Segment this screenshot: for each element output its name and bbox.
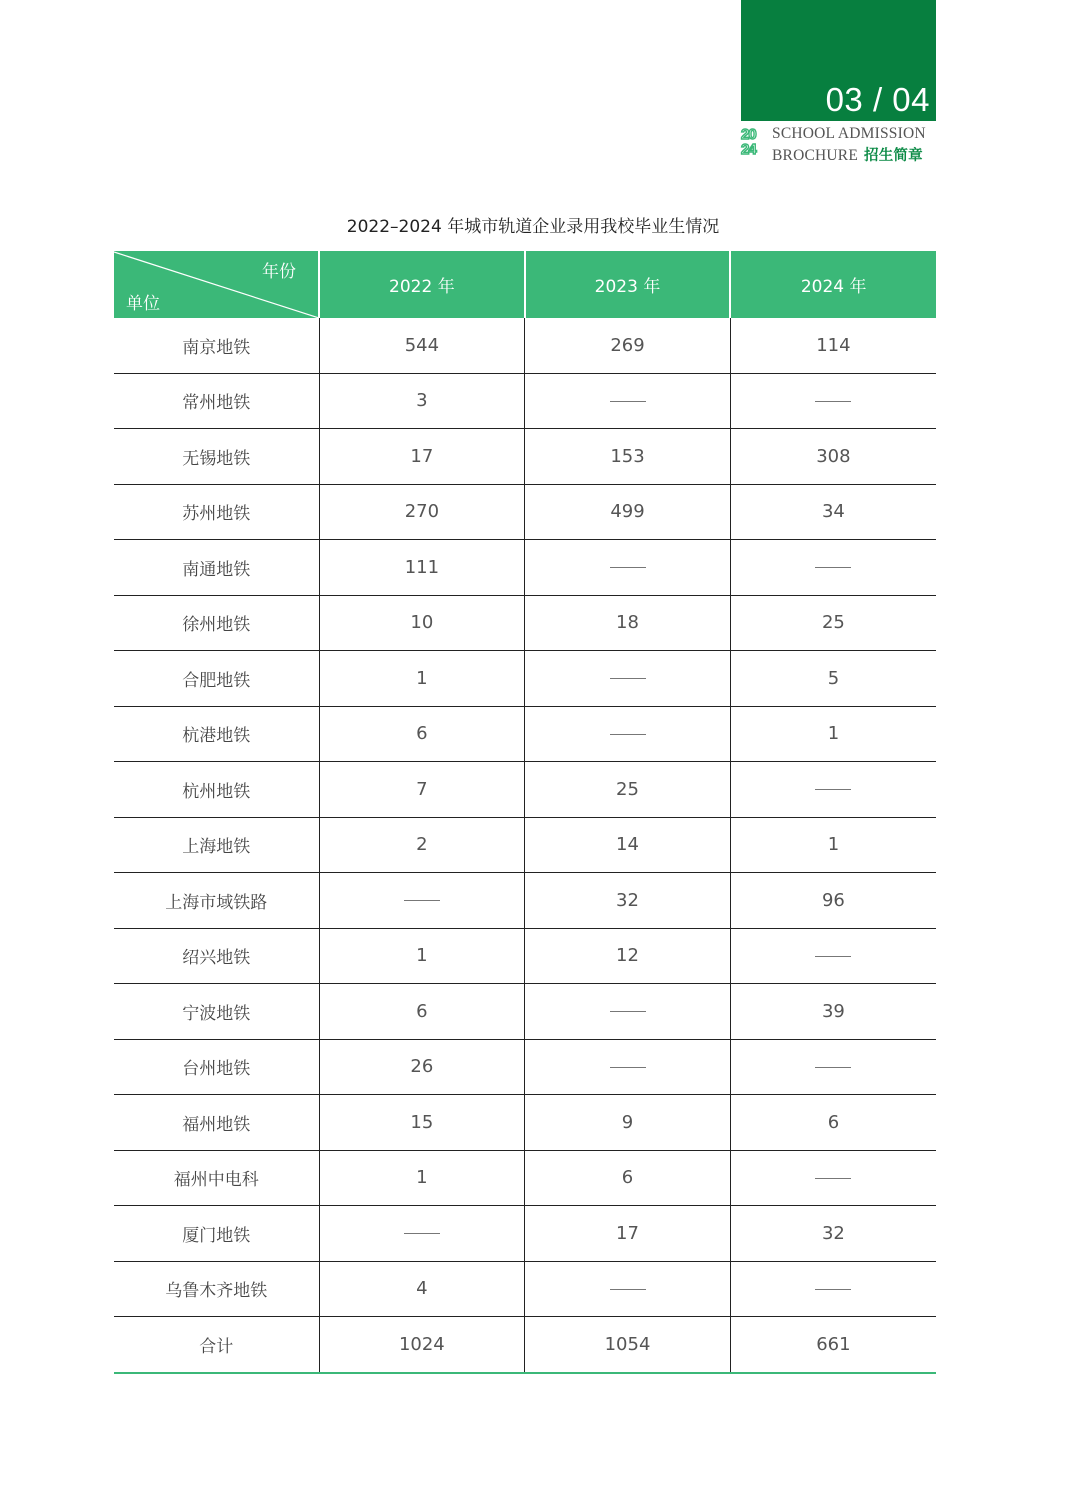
table-row [114,1095,936,1151]
table-row [114,540,936,596]
value-cell: 17 [525,1206,731,1262]
empty-dash [815,789,851,790]
value-cell: 1024 [319,1317,525,1373]
brand-line-2-en: BROCHURE [772,147,859,164]
empty-dash [610,1289,646,1290]
value-cell: 7 [319,762,525,818]
total-label: 合计 [114,1317,319,1373]
table-row [114,1039,936,1095]
value-cell [319,1206,525,1262]
brand-chinese-title: 招生简章 [864,148,923,164]
value-cell: 1 [730,706,936,762]
value-cell: 544 [319,318,525,373]
unit-name: 福州地铁 [114,1095,319,1151]
empty-dash [404,1233,440,1234]
table-row [114,1261,936,1317]
empty-dash [404,900,440,901]
unit-name: 杭州地铁 [114,762,319,818]
table-row [114,373,936,429]
unit-name: 徐州地铁 [114,595,319,651]
value-cell: 96 [730,873,936,929]
table-row [114,928,936,984]
empty-dash [815,1178,851,1179]
value-cell: 1054 [525,1317,731,1373]
value-cell: 1 [319,651,525,707]
total-row [114,1317,936,1373]
value-cell: 269 [525,318,731,373]
value-cell [730,1261,936,1317]
column-header-2024: 2024 年 [730,251,936,318]
unit-name: 宁波地铁 [114,984,319,1040]
value-cell: 18 [525,595,731,651]
page-number: 03 / 04 [825,81,930,118]
unit-name: 上海市域铁路 [114,873,319,929]
column-header-2023: 2023 年 [525,251,731,318]
brand-line-2 [772,144,923,165]
table-header-row [114,251,936,318]
value-cell [319,873,525,929]
value-cell: 1 [730,817,936,873]
value-cell [730,928,936,984]
year-logo: 20 24 [741,126,756,158]
table-row [114,873,936,929]
value-cell: 1 [319,928,525,984]
value-cell: 39 [730,984,936,1040]
value-cell: 26 [319,1039,525,1095]
empty-dash [610,734,646,735]
value-cell: 661 [730,1317,936,1373]
corner-year-label: 年份 [262,262,297,282]
value-cell: 10 [319,595,525,651]
value-cell [525,1039,731,1095]
table-row [114,817,936,873]
table-row [114,595,936,651]
value-cell [730,373,936,429]
value-cell [730,1039,936,1095]
table-title: 2022–2024 年城市轨道企业录用我校毕业生情况 [346,217,720,237]
table-body [114,318,936,1373]
unit-name: 南通地铁 [114,540,319,596]
value-cell: 3 [319,373,525,429]
empty-dash [815,1289,851,1290]
value-cell [525,373,731,429]
unit-name: 福州中电科 [114,1150,319,1206]
value-cell: 32 [730,1206,936,1262]
table-row [114,1150,936,1206]
unit-name: 厦门地铁 [114,1206,319,1262]
value-cell: 2 [319,817,525,873]
unit-name: 常州地铁 [114,373,319,429]
value-cell: 25 [730,595,936,651]
value-cell: 25 [525,762,731,818]
empty-dash [610,1011,646,1012]
corner-unit-label: 单位 [126,294,160,314]
value-cell [525,651,731,707]
value-cell: 6 [319,706,525,762]
value-cell: 4 [319,1261,525,1317]
empty-dash [610,1067,646,1068]
table-row [114,1206,936,1262]
column-header-2022: 2022 年 [319,251,525,318]
table-row [114,429,936,485]
unit-name: 上海地铁 [114,817,319,873]
brand-line-1: SCHOOL ADMISSION [772,125,926,142]
value-cell: 5 [730,651,936,707]
value-cell: 32 [525,873,731,929]
value-cell: 12 [525,928,731,984]
brochure-brand [741,124,936,164]
value-cell [525,706,731,762]
table-row [114,984,936,1040]
value-cell [525,540,731,596]
empty-dash [815,1067,851,1068]
value-cell: 15 [319,1095,525,1151]
value-cell [525,1261,731,1317]
empty-dash [610,401,646,402]
table-row [114,651,936,707]
unit-name: 苏州地铁 [114,484,319,540]
value-cell: 153 [525,429,731,485]
value-cell: 17 [319,429,525,485]
unit-name: 合肥地铁 [114,651,319,707]
value-cell [730,1150,936,1206]
empty-dash [815,956,851,957]
table-row [114,762,936,818]
value-cell: 499 [525,484,731,540]
unit-name: 台州地铁 [114,1039,319,1095]
unit-name: 南京地铁 [114,318,319,373]
value-cell: 9 [525,1095,731,1151]
value-cell [730,762,936,818]
unit-name: 无锡地铁 [114,429,319,485]
value-cell: 34 [730,484,936,540]
empty-dash [815,567,851,568]
value-cell: 14 [525,817,731,873]
value-cell [525,984,731,1040]
unit-name: 绍兴地铁 [114,928,319,984]
value-cell: 111 [319,540,525,596]
value-cell: 6 [319,984,525,1040]
value-cell: 308 [730,429,936,485]
value-cell [730,540,936,596]
table-row [114,484,936,540]
header-green-block [741,0,936,121]
unit-name: 乌鲁木齐地铁 [114,1261,319,1317]
value-cell: 1 [319,1150,525,1206]
table-row [114,318,936,373]
value-cell: 6 [730,1095,936,1151]
value-cell: 6 [525,1150,731,1206]
value-cell: 270 [319,484,525,540]
table-row [114,706,936,762]
empty-dash [610,678,646,679]
empty-dash [610,567,646,568]
unit-name: 杭港地铁 [114,706,319,762]
value-cell: 114 [730,318,936,373]
empty-dash [815,401,851,402]
corner-header [114,251,319,318]
employment-table [114,251,936,1374]
